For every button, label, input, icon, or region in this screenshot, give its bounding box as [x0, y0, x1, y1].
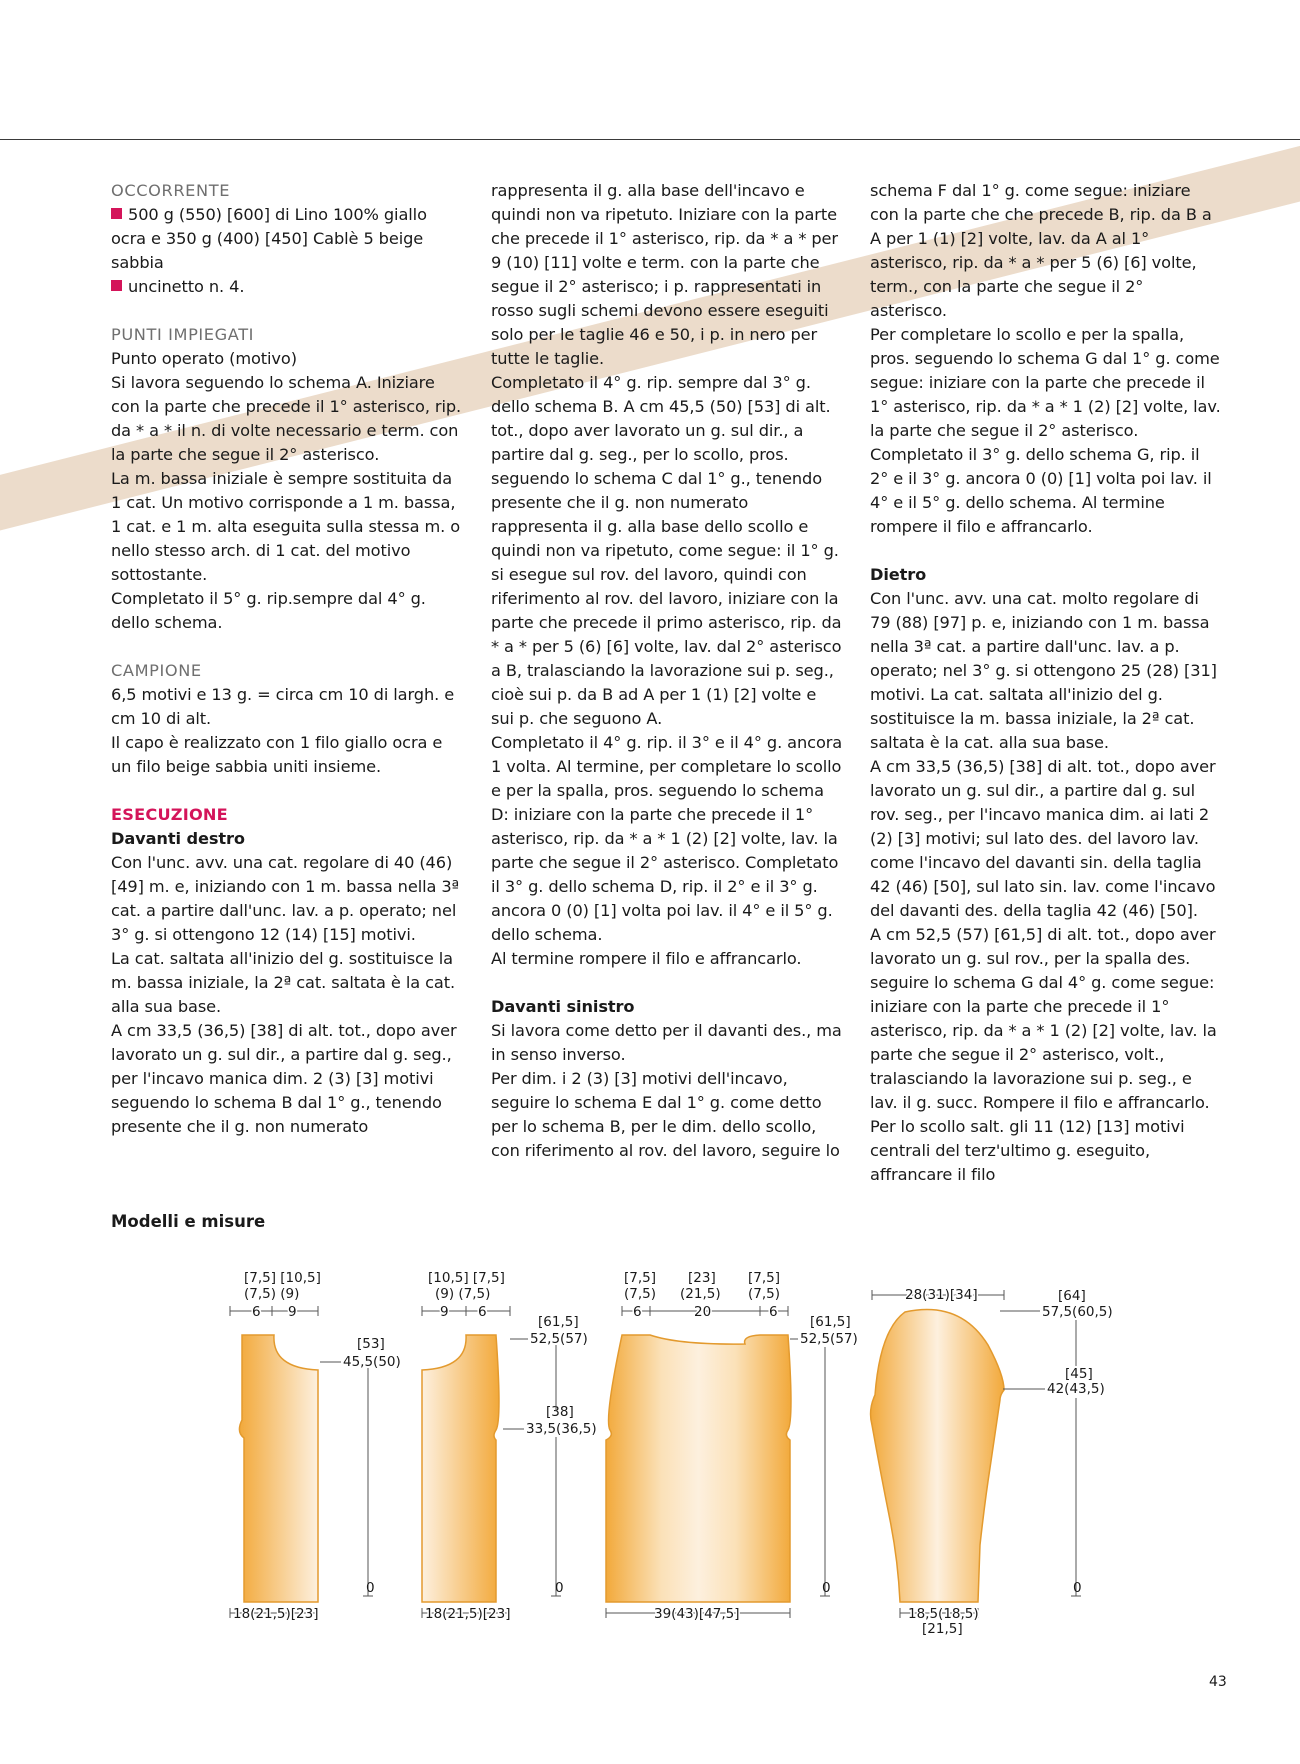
- davanti-destro-text-cont: rappresenta il g. alla base dell'incavo e quindi non va ripetuto. Iniziare con la parte che precede il 1° asterisco, rip. da * a * per 9 (10) [11] volte e term. con la parte che segue il 2° asterisco; i p. rappresentati in rosso sugli schemi devono essere eseguiti solo per le taglie 46 e 50, i p. in nero per tutte le taglie. Completato il 4° g. rip. sempre dal 3° g. dello schema B. A cm 45,5 (50) [53] di alt. tot., dopo aver lavorato un g. sul dir., a partire dal g. seg., per lo scollo, pros. seguendo lo schema C dal 1° g., tenendo presente che il g. non numerato rappresenta il g. alla base dello scollo e quindi non va ripetuto, come segue: il 1° g. si esegue sul rov. del lavoro, quindi con riferimento al rov. del lavoro, iniziare con la parte che precede il primo asterisco, rip. da * a * per 5 (6) [6] volte, lav. dal 2° asterisco a B, tralasciando la lavorazione sui p. seg., cioè sui p. da B ad A per 1 (1) [2] volte e sui p. che seguono A. Completato il 4° g. rip. il 3° e il 4° g. ancora 1 volta. Al termine, per completare lo scollo e per la spalla, pros. seguendo lo schema D: iniziare con la parte che precede il 1° asterisco, rip. da * a * 1 (2) [2] volte, lav. la parte che segue il 2° asterisco. Completato il 3° g. dello schema D, rip. il 2° e il 3° g. ancora 0 (0) [1] volta poi lav. il 4° e il 5° g. dello schema. Al termine rompere il filo e affrancarlo.: [491, 181, 843, 968]
- dietro-heading: Dietro: [870, 565, 927, 584]
- materials-item: [111, 203, 463, 275]
- campione-heading: CAMPIONE: [111, 661, 202, 680]
- label: (7,5): [748, 1286, 781, 1302]
- label: 18,5(18,5): [908, 1606, 979, 1622]
- top-rule: [0, 139, 1300, 140]
- text-column-3: [870, 179, 1222, 1187]
- label: (9) (7,5): [435, 1286, 491, 1302]
- label: 6: [633, 1304, 642, 1320]
- bullet-square-icon: [111, 280, 122, 291]
- label: [7,5]: [748, 1270, 781, 1286]
- label: [53]: [357, 1336, 385, 1352]
- page-number: 43: [1209, 1674, 1227, 1690]
- punti-heading: PUNTI IMPIEGATI: [111, 325, 255, 344]
- label: (7,5) (9): [244, 1286, 300, 1302]
- bullet-square-icon: [111, 208, 122, 219]
- label: 42(43,5): [1047, 1381, 1105, 1397]
- label: (21,5): [680, 1286, 721, 1302]
- label: 0: [366, 1580, 375, 1596]
- text-column-1: [111, 179, 463, 1139]
- esecuzione-heading: ESECUZIONE: [111, 805, 228, 824]
- label: 0: [1073, 1580, 1082, 1596]
- label: [61,5]: [538, 1314, 579, 1330]
- campione-text: 6,5 motivi e 13 g. = circa cm 10 di largh. e cm 10 di alt. Il capo è realizzato con 1 filo giallo ocra e un filo beige sabbia uniti insieme.: [111, 685, 455, 776]
- figure-title: Modelli e misure: [111, 1212, 266, 1231]
- label: [61,5]: [810, 1314, 851, 1330]
- back-piece: [606, 1335, 791, 1602]
- label: 57,5(60,5): [1042, 1304, 1113, 1320]
- label: 0: [555, 1580, 564, 1596]
- davanti-destro-text: Con l'unc. avv. una cat. regolare di 40 (46) [49] m. e, iniziando con 1 m. bassa nella 3ª cat. a partire dall'unc. lav. a p. operato; nel 3° g. si ottengono 12 (14) [15] motivi. La cat. saltata all'inizio del g. sostituisce la m. bassa iniziale, la 2ª cat. saltata è la cat. alla sua base. A cm 33,5 (36,5) [38] di alt. tot., dopo aver lavorato un g. sul dir., a partire dal g. seg., per l'incavo manica dim. 2 (3) [3] motivi seguendo lo schema B dal 1° g., tenendo presente che il g. non numerato: [111, 853, 460, 1136]
- label: 33,5(36,5): [526, 1421, 597, 1437]
- sleeve-piece: [871, 1309, 1004, 1602]
- label: [64]: [1058, 1288, 1086, 1304]
- materials-text: uncinetto n. 4.: [128, 277, 245, 296]
- label: 6: [478, 1304, 487, 1320]
- label: 39(43)[47,5]: [654, 1606, 740, 1622]
- label: 6: [769, 1304, 778, 1320]
- davanti-sinistro-text: Si lavora come detto per il davanti des., ma in senso inverso. Per dim. i 2 (3) [3] motivi dell'incavo, seguire lo schema E dal 1° g. come detto per lo schema B, per le dim. dello scollo, con riferimento al rov. del lavoro, seguire lo: [491, 1021, 842, 1160]
- label: 45,5(50): [343, 1354, 401, 1370]
- label: [7,5] [10,5]: [244, 1270, 321, 1286]
- text-column-2: [491, 179, 843, 1163]
- front-left-piece: [422, 1335, 499, 1602]
- label: 6: [252, 1304, 261, 1320]
- davanti-destro-heading: Davanti destro: [111, 829, 245, 848]
- label: [45]: [1065, 1366, 1093, 1382]
- label: [38]: [546, 1404, 574, 1420]
- davanti-sinistro-heading: Davanti sinistro: [491, 997, 635, 1016]
- label: 18(21,5)[23]: [425, 1606, 511, 1622]
- label: 20: [694, 1304, 712, 1320]
- materials-text: 500 g (550) [600] di Lino 100% giallo ocra e 350 g (400) [450] Cablè 5 beige sabbia: [111, 205, 427, 272]
- label: 9: [440, 1304, 449, 1320]
- label: 52,5(57): [800, 1331, 858, 1347]
- label: 28(31)[34]: [905, 1287, 978, 1303]
- label: [21,5]: [922, 1621, 963, 1635]
- label: [7,5]: [624, 1270, 657, 1286]
- label: (7,5): [624, 1286, 657, 1302]
- materials-item: [111, 275, 463, 299]
- label: [23]: [688, 1270, 716, 1286]
- label: [10,5] [7,5]: [428, 1270, 505, 1286]
- label: 18(21,5)[23]: [233, 1606, 319, 1622]
- punti-text: Punto operato (motivo) Si lavora seguendo lo schema A. Iniziare con la parte che precede il 1° asterisco, rip. da * a * il n. di volte necessario e term. con la parte che segue il 2° asterisco. La m. bassa iniziale è sempre sostituita da 1 cat. Un motivo corrisponde a 1 m. bassa, 1 cat. e 1 m. alta eseguita sulla stessa m. o nello stesso arch. di 1 cat. del motivo sottostante. Completato il 5° g. rip.sempre dal 4° g. dello schema.: [111, 349, 462, 632]
- front-right-piece: [239, 1335, 318, 1602]
- label: 52,5(57): [530, 1331, 588, 1347]
- label: 9: [288, 1304, 297, 1320]
- occorrente-heading: OCCORRENTE: [111, 181, 231, 200]
- dietro-text: Con l'unc. avv. una cat. molto regolare di 79 (88) [97] p. e, iniziando con 1 m. bassa nella 3ª cat. a partire dall'unc. lav. a p. operato; nel 3° g. si ottengono 25 (28) [31] motivi. La cat. saltata all'inizio del g. sostituisce la m. bassa iniziale, la 2ª cat. saltata è la cat. alla sua base. A cm 33,5 (36,5) [38] di alt. tot., dopo aver lavorato un g. sul dir., a partire dal g. sul rov. seg., per l'incavo manica dim. ai lati 2 (2) [3] motivi; sul lato des. del lavoro lav. come l'incavo del davanti sin. della taglia 42 (46) [50], sul lato sin. lav. come l'incavo del davanti des. della taglia 42 (46) [50]. A cm 52,5 (57) [61,5] di alt. tot., dopo aver lavorato un g. sul rov., per la spalla des. seguire lo schema G dal 4° g. come segue: iniziare con la parte che precede il 1° asterisco, rip. da * a * 1 (2) [2] volte, lav. la parte che segue il 2° asterisco, volt., tralasciando la lavorazione sui p. seg., e lav. il g. succ. Rompere il filo e affrancarlo. Per lo scollo salt. gli 11 (12) [13] motivi centrali del terz'ultimo g. eseguito, affrancare il filo: [870, 589, 1217, 1184]
- label: 0: [822, 1580, 831, 1596]
- davanti-sinistro-text-cont: schema F dal 1° g. come segue: iniziare con la parte che che precede B, rip. da B a A per 1 (1) [2] volte, lav. da A al 1° asterisco, rip. da * a * per 5 (6) [6] volte, term., con la parte che segue il 2° asterisco. Per completare lo scollo e per la spalla, pros. seguendo lo schema G dal 1° g. come segue: iniziare con la parte che precede il 1° asterisco, rip. da * a * 1 (2) [2] volte, lav. la parte che segue il 2° asterisco. Completato il 3° g. dello schema G, rip. il 2° e il 3° g. ancora 0 (0) [1] volta poi lav. il 4° e il 5° g. dello schema. Al termine rompere il filo e affrancarlo.: [870, 181, 1221, 536]
- measurements-diagram: [0, 1255, 1300, 1635]
